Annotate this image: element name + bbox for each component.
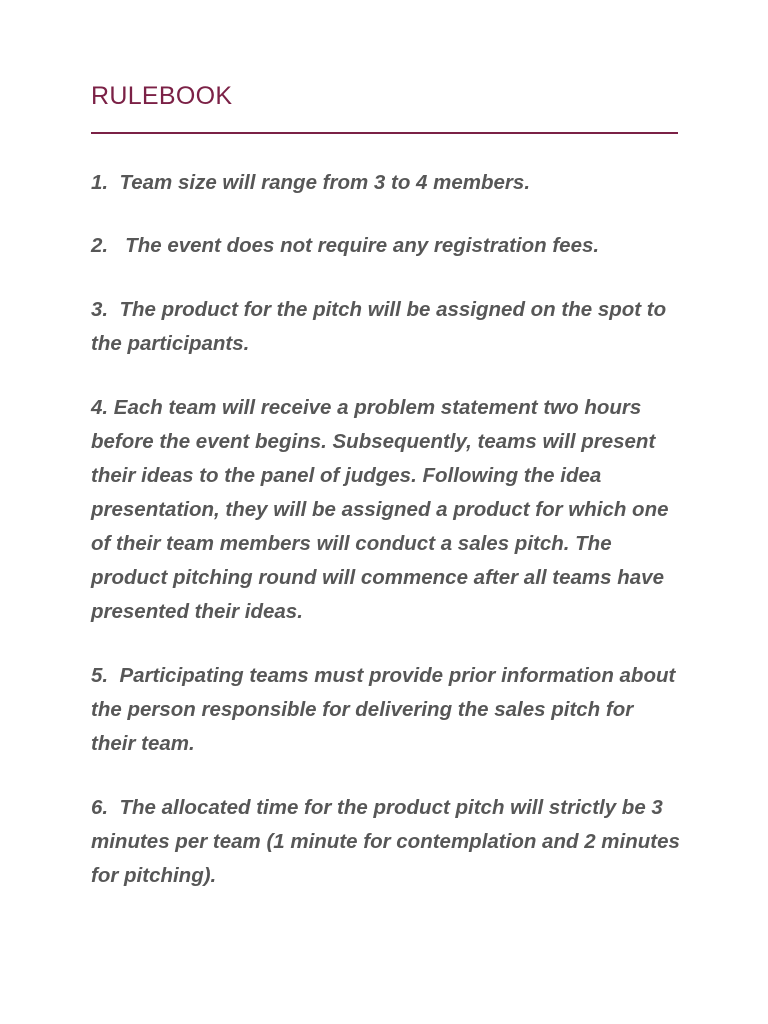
rule-item-3: 3. The product for the pitch will be assigned on the spot to the participants. bbox=[91, 298, 672, 355]
rule-item-4: 4. Each team will receive a problem statement two hours before the event begins. Subsequently, teams will present their ideas to the panel of judges. Following the idea presentation, they will be assigned a product for which one of their team members will conduct a sales pitch. The product pitching round will commence after all teams have presented their ideas. bbox=[91, 396, 675, 623]
rule-item-5: 5. Participating teams must provide prior information about the person responsible for delivering the sales pitch for their team. bbox=[91, 664, 682, 755]
page-title: RULEBOOK bbox=[91, 82, 233, 110]
rule-item-2: 2. The event does not require any registration fees. bbox=[91, 234, 600, 257]
rule-item-6: 6. The allocated time for the product pitch will strictly be 3 minutes per team (1 minute for contemplation and 2 minutes for pitching). bbox=[91, 796, 686, 887]
rule-item-1: 1. Team size will range from 3 to 4 members. bbox=[91, 171, 531, 194]
heading-divider bbox=[91, 132, 678, 134]
